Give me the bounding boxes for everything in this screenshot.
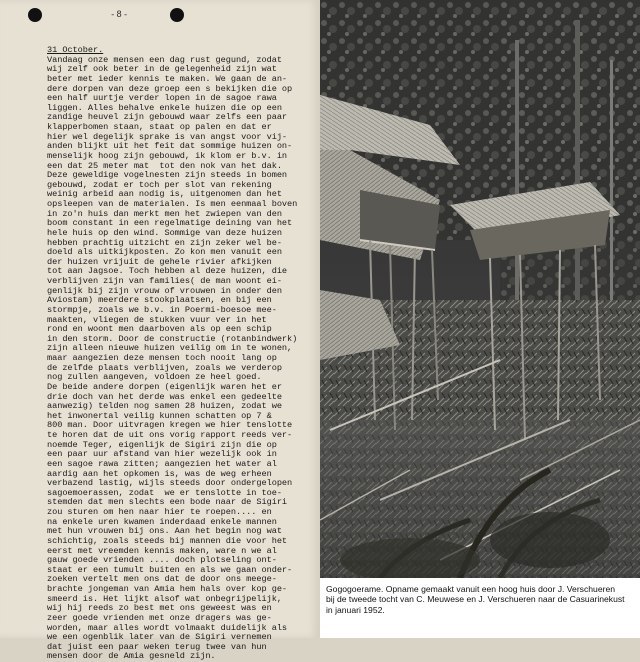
text-line: anden blijkt uit het feit dat sommige huizen on- [47, 141, 293, 152]
text-line: gauw goede vrienden .... doch plotseling ont- [47, 555, 277, 566]
text-line: liggen. Alles behalve enkele huizen die op een [47, 102, 282, 113]
text-line: schichtig, zoals steeds bij mannen die voor het [47, 535, 288, 546]
text-line: zoeken vertelt men ons dat de door ons meege- [47, 574, 277, 585]
caption-line: bij de tweede tocht van C. Meuwese en J. Verschueren naar de Casuarinekust [326, 594, 625, 605]
text-line: maar aangezien deze mensen toch nooit lang op [47, 353, 277, 363]
text-line: aanwezig) telden nog samen 28 huizen, zodat we [47, 401, 282, 412]
text-line: verblijven zijn van families( de man woont ei- [47, 276, 282, 286]
text-line: rond en woont men daarboven als op een schip [47, 324, 272, 335]
text-line: aardig aan het opkomen is, was de weg erheen [47, 468, 272, 479]
text-line: smeerd is. Het lijkt alsof wat onbegrijpelijk, [47, 593, 282, 604]
text-line: hebben prachtig uitzicht en zijn zeker wel be- [47, 237, 282, 248]
text-line: Vandaag onze mensen een dag rust gegund, zodat [47, 54, 282, 65]
text-line: een paar uur afstand van hier wezelijk ook in [47, 449, 277, 460]
text-line: drie doch van het derde was enkel een gedeelte [47, 391, 282, 402]
text-line: hele huis op den wind. Sommige van deze huizen [47, 227, 282, 238]
text-line: noemde Teger, eigenlijk de Sigiri zijn die op [47, 439, 277, 450]
text-line: maakten, vliegen de stukken vuur ver in het [47, 314, 267, 325]
text-line: beter met ieder kennis te maken. We gaan de an- [47, 73, 288, 84]
photo-caption [326, 584, 638, 615]
text-line: een sagoe rawa zitten; aangezien het water al [47, 458, 277, 469]
text-line: zijn alleen nieuwe huizen veilig om in te wonen, [47, 343, 293, 354]
text-line: Aviostam) meerdere stookplaatsen, en bij een [47, 295, 272, 306]
caption-line: in januari 1952. [326, 604, 385, 615]
text-line: stemden dat men slechts een bode naar de Sigiri [47, 497, 288, 508]
date-heading: 31 October. [47, 45, 104, 55]
text-line: verbazend lastig, wijls steeds door ondergelopen [47, 478, 293, 489]
text-line: Deze geweldige vogelnesten zijn steeds in bomen [47, 170, 288, 181]
text-line: na enkele uren kwamen inderdaad enkele mannen [47, 516, 277, 527]
text-line: mensen door de Amia gesneld zijn. [47, 651, 216, 662]
text-line: nog zullen aangeven, voldoen ze heel goed. [47, 372, 262, 383]
caption-line: Gogogoerame. Opname gemaakt vanuit een hoog huis door J. Verschueren [326, 584, 616, 594]
page-body [47, 46, 315, 662]
text-line: wij hij reeds zo best met ons geweest was en [47, 603, 272, 614]
photo-stilt-houses [320, 0, 640, 578]
text-line: De beide andere dorpen (eigenlijk waren het er [47, 381, 282, 392]
text-line: eerst met vreemden kennis maken, ware n we al [47, 545, 277, 556]
text-line: brachte jongeman van Amia hem hals over kop ge- [47, 584, 288, 594]
text-line: zeer goede vrienden met onze dragers was ge- [47, 612, 272, 623]
text-line: hier wel degelijk sprake is van angst voor vij- [47, 131, 288, 142]
text-line: in den storm. Door de constructie (rotanbindwerk) [47, 333, 298, 344]
text-line: klapperbomen staan, staat op palen en dat er [47, 122, 272, 132]
text-line: boom constant in een regelmatige deining van het [47, 218, 293, 229]
text-line: worden, maar alles wordt volmaakt duidelijk als [47, 622, 288, 633]
text-line: sagoemoerassen, zodat we er tenslotte in toe- [47, 487, 282, 498]
text-line: we een ogenblik later van de Sigiri vernemen [47, 632, 272, 643]
text-line: een half uurtje verder lopen in de sagoe rawa [47, 93, 277, 104]
punch-hole [170, 8, 184, 22]
text-line: weinig arbeid aan nodig is, uitgenomen dan het [47, 189, 282, 200]
text-line: dat juist een paar weken terug twee van hun [47, 641, 267, 652]
text-line: een dat 25 meter mat tot den nok van het dak. [47, 160, 282, 171]
punch-hole [28, 8, 42, 22]
text-line: genlijk bij zijn vrouw of vrouwen in onder den [47, 285, 282, 296]
text-line: zandige heuvel zijn gebouwd waar zelfs een paar [47, 112, 288, 123]
text-line: dere dorpen van deze groep een s bekijken die op [47, 83, 293, 94]
text-line: wij zelf ook beter in de gelegenheid zijn wat [47, 64, 277, 75]
text-line: in zo'n huis dan merkt men het zwiepen van den [47, 208, 282, 219]
text-line: der huizen vrijuit de gehele rivier afkijken [47, 256, 272, 267]
text-line: staat er een tumult buiten en als we gaan onder- [47, 564, 293, 575]
text-line: tot aan Jagsoe. Toch hebben al deze huizen, die [47, 266, 288, 277]
text-line: doeld als uitkijkposten. Zo kon men vanuit een [47, 247, 282, 258]
caption-box [320, 578, 640, 638]
text-line: het inwonertal veilig kunnen schatten op 7 & [47, 410, 272, 421]
page-number: -8- [110, 10, 130, 20]
text-line: stormpje, zoals we b.v. in Poermi-boesoe mee- [47, 304, 277, 315]
text-line: de zelfde plaats verblijven, zoals we verderop [47, 362, 282, 373]
text-line: menselijk hoog zijn gebouwd, ik klom er b.v. in [47, 150, 288, 161]
text-line: zou sturen om hen naar hier te roepen.... en [47, 507, 272, 517]
text-line: gebouwd, zodat er toch per slot van rekening [47, 179, 272, 190]
text-line: met hun vrouwen bij ons. Aan het begin nog wat [47, 526, 282, 537]
text-line: opsleepen van de materialen. Is men eenmaal boven [47, 199, 298, 209]
text-line: 800 man. Door uitvragen kregen we hier tenslotte [47, 420, 293, 431]
photograph [320, 0, 640, 578]
text-line: te horen dat de uit ons vorig rapport reeds ver- [47, 430, 293, 440]
